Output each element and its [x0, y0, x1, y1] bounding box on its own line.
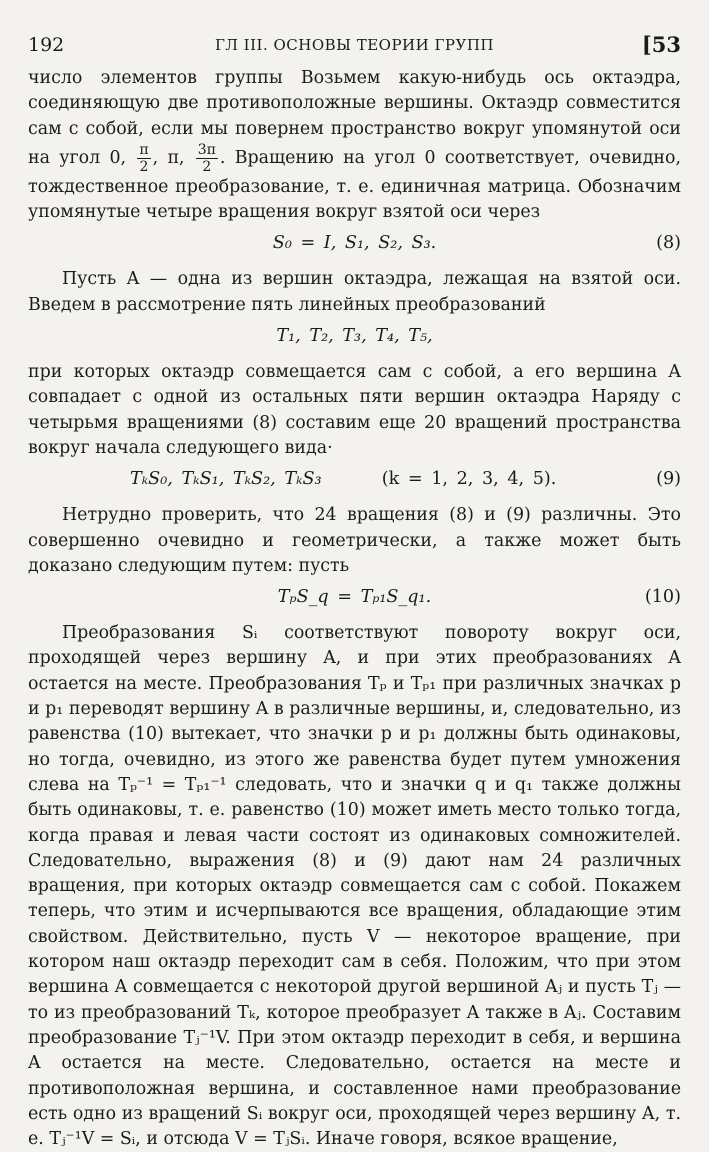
paragraph-1 — [28, 66, 681, 225]
fraction-pi-over-2 — [137, 142, 150, 175]
section-number: [53 — [641, 32, 681, 57]
paragraph-5: Преобразования Sᵢ соответствуют повороту вокруг оси, проходящей через вершину A, и при этих преобразованиях A остается на месте. Преобразования Tₚ и Tₚ₁ при различных значках p и p₁ переводят вершину A в различные вершины, и, следовательно, из равенства (10) вытекает, что значки p и p₁ должны быть одинаковы, но тогда, очевидно, из этого же равенства будет путем умножения слева на Tₚ⁻¹ = Tₚ₁⁻¹ следовать, что и значки q и q₁ также должны быть одинаковы, т. е. равенство (10) может иметь место только тогда, когда правая и левая части состоят из одинаковых сомножителей. Следовательно, выражения (8) и (9) дают нам 24 различных вращения, при которых октаэдр совмещается сам с собой. Покажем теперь, что этим и исчерпываются все вращения, обладающие этим свойством. Действительно, пусть V — некоторое вращение, при котором наш октаэдр переходит сам в себя. Положим, что при этом вершина A совмещается с некоторой другой вершиной Aⱼ и пусть Tⱼ — то из преобразований Tₖ, которое преобразует A также в Aⱼ. Составим преобразование Tⱼ⁻¹V. При этом октаэдр переходит в себя, и вершина A остается на месте. Следовательно, остается на месте и противоположная вершина, и составленное нами преобразование есть одно из вращений Sᵢ вокруг оси, проходящей через вершину A, т. е. Tⱼ⁻¹V = Sᵢ, и отсюда V = TⱼSᵢ. Иначе говоря, всякое вращение, — [28, 623, 681, 1150]
equation-8-number: (8) — [656, 233, 681, 254]
fraction-numerator: 3π — [197, 141, 216, 158]
equation-10-number: (10) — [644, 587, 681, 608]
equation-9-terms: TₖS₀, TₖS₁, TₖS₂, TₖS₃ — [130, 469, 322, 490]
fraction-numerator: π — [139, 141, 149, 158]
paragraph-4: Нетрудно проверить, что 24 вращения (8) и (9) различны. Это совершенно очевидно и геометрически, а также может быть доказано следующим путем: пусть — [28, 505, 681, 576]
fraction-3pi-over-2 — [196, 142, 218, 175]
paragraph-1-text-b: . Вращению на угол 0 соответствует, очевидно, тождественное преобразование, т. е. единичная матрица. Обозначим упомянутые четыре вращения вокруг взятой оси через — [28, 147, 682, 223]
fraction-denominator: 2 — [202, 158, 212, 175]
equation-10-expression: TₚS_q = Tₚ₁S_q₁. — [277, 587, 432, 608]
page-number: 192 — [28, 34, 65, 56]
paragraph-3: при которых октаэдр совмещается сам с собой, а его вершина A совпадает с одной из остальных пяти вершин октаэдра Наряду с четырьмя вращениями (8) составим еще 20 вращений пространства вокруг начала следующего вида· — [28, 362, 681, 458]
equation-9 — [28, 461, 681, 503]
equation-t-expression: T₁, T₂, T₃, T₄, T₅, — [276, 326, 433, 347]
equation-10 — [28, 579, 681, 621]
running-title: ГЛ III. ОСНОВЫ ТЕОРИИ ГРУПП — [214, 36, 495, 54]
equation-t — [28, 318, 681, 360]
equation-9-condition: (k = 1, 2, 3, 4, 5). — [381, 469, 557, 490]
equation-8-expression: S₀ = I, S₁, S₂, S₃. — [272, 233, 437, 254]
page-header — [28, 26, 681, 66]
paragraph-2: Пусть A — одна из вершин октаэдра, лежащая на взятой оси. Введем в рассмотрение пять линейных преобразований — [28, 269, 681, 315]
fraction-denominator: 2 — [139, 158, 149, 175]
equation-9-number: (9) — [656, 469, 681, 490]
paragraph-1-text-a: число элементов группы Возьмем какую-нибудь ось октаэдра, соединяющую две противоположные вершины. Октаэдр совместится сам с собой, если мы повернем пространство вокруг упомянутой оси на угол 0, — [28, 68, 681, 168]
paragraph-1-text-mid: , π, — [152, 147, 185, 168]
equation-8 — [28, 225, 681, 267]
equation-9-expression — [130, 469, 681, 489]
